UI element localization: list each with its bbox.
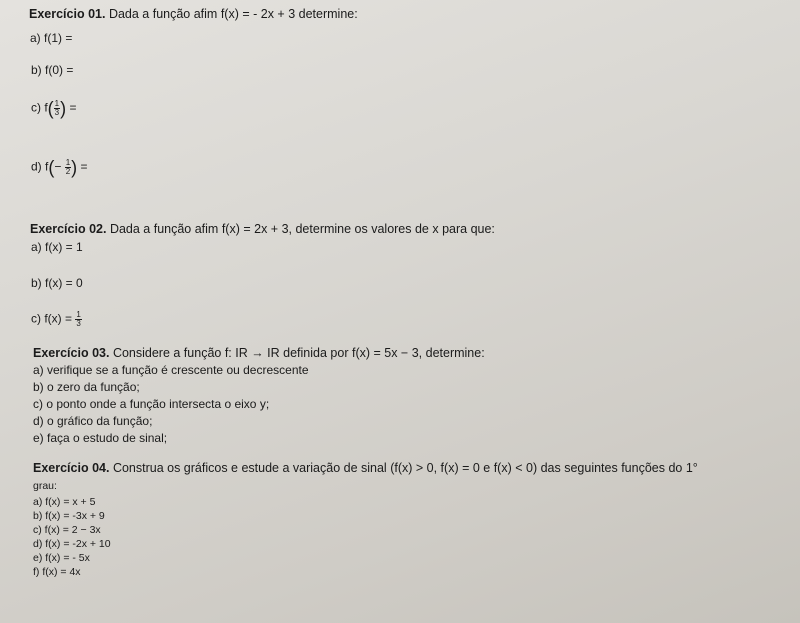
ex4-after: das seguintes funções do xyxy=(540,461,683,475)
ex3-text: Considere a função f: IR → IR definida por xyxy=(112,346,349,360)
ex4-grau: grau: xyxy=(33,480,57,492)
ex4-degree: 1° xyxy=(685,461,698,475)
ex2-heading xyxy=(30,222,495,236)
ex2-item-b: b) f(x) = 0 xyxy=(31,276,83,290)
ex1-heading xyxy=(29,7,358,21)
ex2-c-denominator: 3 xyxy=(76,319,81,328)
ex4-condition: (f(x) > 0, f(x) = 0 e f(x) < 0) xyxy=(390,461,538,475)
ex4-item-b: b) f(x) = -3x + 9 xyxy=(33,510,105,522)
ex1-after: determine: xyxy=(298,7,358,21)
ex1-item-c: c) f( $\frac{1}{3}$ ) = xyxy=(31,98,77,119)
ex1-item-a: a) f(1) = xyxy=(30,31,73,45)
ex2-text: Dada a função afim xyxy=(109,222,219,236)
ex1-text: Dada a função afim xyxy=(108,7,218,21)
ex1-d-sign: − xyxy=(54,159,62,174)
ex1-d-equals: = xyxy=(80,159,88,174)
ex2-after: determine os valores de x para que: xyxy=(295,222,495,236)
ex3-after: determine: xyxy=(425,346,485,360)
ex4-item-a: a) f(x) = x + 5 xyxy=(33,496,96,508)
ex2-c-fraction xyxy=(75,311,81,328)
ex1-c-equals: = xyxy=(69,100,77,115)
ex1-c-denominator: 3 xyxy=(54,108,60,117)
ex1-item-d: d) f(− $\frac{1}{2}$ ) = xyxy=(31,157,88,178)
ex2-c-numerator: 1 xyxy=(76,310,81,319)
ex4-item-c: c) f(x) = 2 − 3x xyxy=(33,524,101,536)
ex1-d-label: d) f xyxy=(31,159,49,174)
ex1-c-label: c) f xyxy=(31,100,48,115)
ex3-item-c: c) o ponto onde a função intersecta o eixo y; xyxy=(33,397,270,411)
ex3-item-a: a) verifique se a função é crescente ou decrescente xyxy=(33,363,309,377)
ex4-text: Construa os gráficos e estude a variação de sinal xyxy=(112,461,387,475)
ex1-title: Exercício 01. xyxy=(29,7,106,21)
ex3-function: f(x) = 5x − 3, xyxy=(351,346,423,360)
ex3-item-d: d) o gráfico da função; xyxy=(33,414,153,428)
ex2-function: f(x) = 2x + 3, xyxy=(221,222,292,236)
ex4-item-e: e) f(x) = - 5x xyxy=(33,552,90,564)
ex1-c-numerator: 1 xyxy=(54,99,60,108)
ex3-item-e: e) faça o estudo de sinal; xyxy=(33,431,168,445)
ex2-title: Exercício 02. xyxy=(30,222,107,236)
ex3-title: Exercício 03. xyxy=(33,346,110,360)
ex2-item-a: a) f(x) = 1 xyxy=(31,240,83,254)
ex4-item-d: d) f(x) = -2x + 10 xyxy=(33,538,111,550)
ex4-title: Exercício 04. xyxy=(33,461,110,475)
ex2-c-label: c) f(x) = xyxy=(31,311,72,326)
ex1-item-b: b) f(0) = xyxy=(31,63,74,77)
ex3-heading xyxy=(33,346,485,360)
ex1-d-denominator: 2 xyxy=(65,167,71,176)
ex4-heading xyxy=(33,461,698,475)
ex3-item-b: b) o zero da função; xyxy=(33,380,140,394)
ex2-item-c xyxy=(31,311,82,328)
ex1-function: f(x) = - 2x + 3 xyxy=(220,7,296,21)
ex1-d-numerator: 1 xyxy=(65,158,71,167)
ex4-item-f: f) f(x) = 4x xyxy=(33,566,81,578)
